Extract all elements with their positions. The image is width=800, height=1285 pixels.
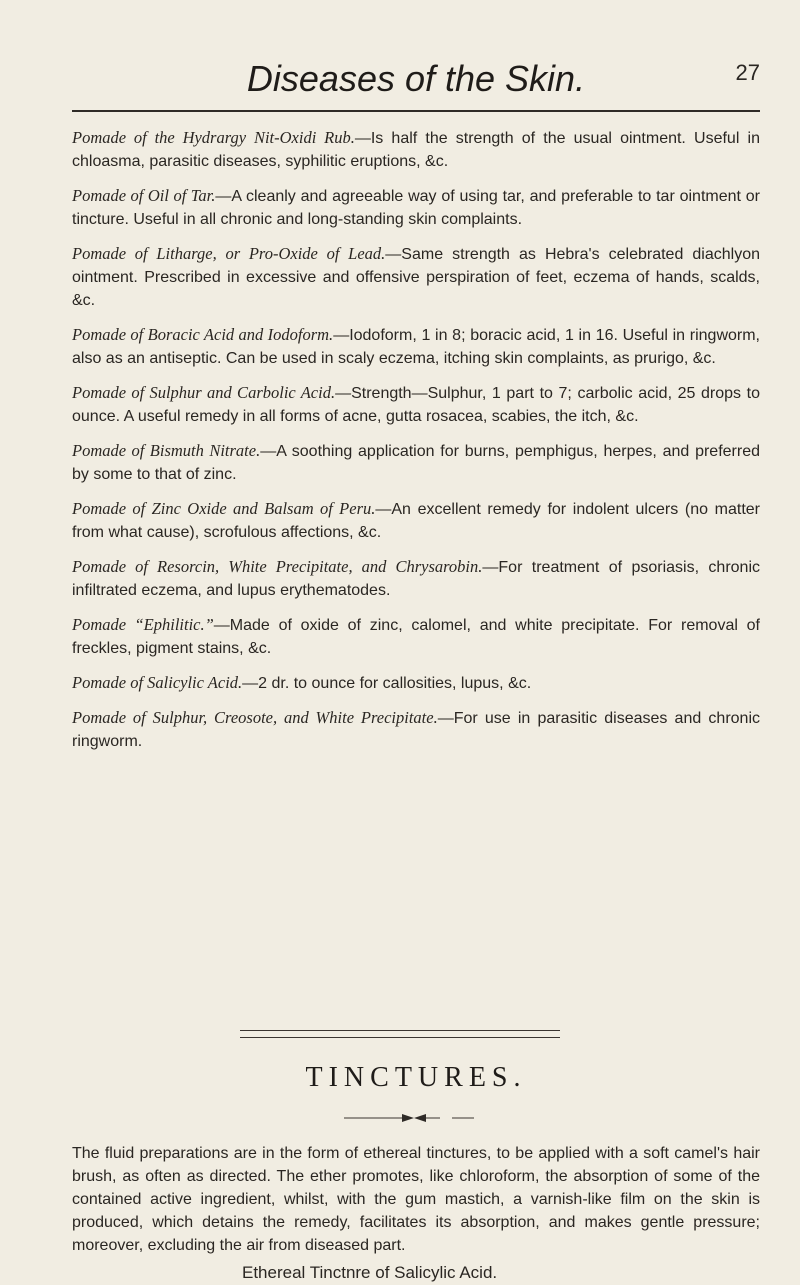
running-title: Diseases of the Skin.: [246, 58, 586, 99]
pomade-entries: [72, 126, 760, 764]
entry-title: Pomade of Sulphur and Carbolic Acid.: [72, 383, 336, 402]
pomade-entry: [72, 242, 760, 312]
entry-text: —A soothing application for burns, pemphigus, herpes, and preferred by some to that of zinc.: [72, 443, 760, 483]
entry-title: Pomade of Boracic Acid and Iodoform.: [72, 325, 334, 344]
entry-text: —For use in parasitic diseases and chronic ringworm.: [72, 710, 760, 750]
entry-text: —A cleanly and agreeable way of using tar, and preferable to tar ointment or tincture. Useful in all chronic and long-standing skin complaints.: [72, 188, 760, 228]
pomade-entry: [72, 497, 760, 544]
entry-title: Pomade of the Hydrargy Nit-Oxidi Rub.: [72, 128, 355, 147]
entry-title: Pomade of Oil of Tar.: [72, 186, 216, 205]
section-divider: [240, 1030, 560, 1038]
entry-text: —Made of oxide of zinc, calomel, and white precipitate. For removal of freckles, pigment stains, &c.: [72, 617, 760, 657]
entry-text: —Same strength as Hebra's celebrated diachlyon ointment. Prescribed in excessive and offensive perspiration of feet, eczema of hands, scalds, &c.: [72, 246, 761, 309]
pomade-entry: [72, 323, 760, 370]
tincture-item: [242, 1261, 622, 1285]
section-heading: TINCTURES.: [305, 1062, 527, 1093]
tincture-name: Ethereal Tinctnre of Salicylic Acid.: [242, 1263, 498, 1282]
entry-text: —Iodoform, 1 in 8; boracic acid, 1 in 16. Useful in ringworm, also as an antiseptic. Can be used in scaly eczema, itching skin complaints, as prurigo, &c.: [72, 327, 760, 367]
tinctures-intro: The fluid preparations are in the form of ethereal tinctures, to be applied with a soft camel's hair brush, as often as directed. The ether promotes, like chloroform, the absorption of some of the contained active ingredient, whilst, with the gum mastich, a varnish-like film on the skin is produced, which detains the remedy, facilitates its absorption, and makes gentle pressure; moreover, excluding the air from diseased part.: [72, 1145, 760, 1254]
page-number: 27: [735, 60, 760, 85]
entry-title: Pomade of Resorcin, White Precipitate, and Chrysarobin.: [72, 557, 483, 576]
entry-title: Pomade of Sulphur, Creosote, and White Precipitate.: [72, 708, 438, 727]
pomade-entry: [72, 613, 760, 660]
pomade-entry: [72, 555, 760, 602]
pomade-entry: [72, 184, 760, 231]
entry-title: Pomade of Zinc Oxide and Balsam of Peru.: [72, 499, 376, 518]
entry-title: Pomade “Ephilitic.”: [72, 615, 214, 634]
pomade-entry: [72, 381, 760, 428]
entry-text: —2 dr. to ounce for callosities, lupus, &c.: [242, 675, 532, 692]
pomade-entry: [72, 706, 760, 753]
pomade-entry: [72, 671, 760, 695]
header-rule: [72, 110, 760, 112]
ornament-icon: [344, 1112, 474, 1124]
tincture-list: [242, 1261, 622, 1285]
pomade-entry: [72, 126, 760, 173]
entry-text: —Is half the strength of the usual ointment. Useful in chloasma, parasitic diseases, syphilitic eruptions, &c.: [72, 130, 760, 170]
entry-title: Pomade of Bismuth Nitrate.: [72, 441, 261, 460]
page-header: [72, 58, 760, 118]
entry-text: —For treatment of psoriasis, chronic infiltrated eczema, and lupus erythematodes.: [72, 559, 760, 599]
entry-title: Pomade of Salicylic Acid.: [72, 673, 243, 692]
pomade-entry: [72, 439, 760, 486]
entry-title: Pomade of Litharge, or Pro-Oxide of Lead.: [72, 244, 386, 263]
entry-text: —Strength—Sulphur, 1 part to 7; carbolic acid, 25 drops to ounce. A useful remedy in all forms of acne, gutta rosacea, scabies, the itch, &c.: [72, 385, 761, 425]
entry-text: —An excellent remedy for indolent ulcers (no matter from what cause), scrofulous affections, &c.: [72, 501, 761, 541]
